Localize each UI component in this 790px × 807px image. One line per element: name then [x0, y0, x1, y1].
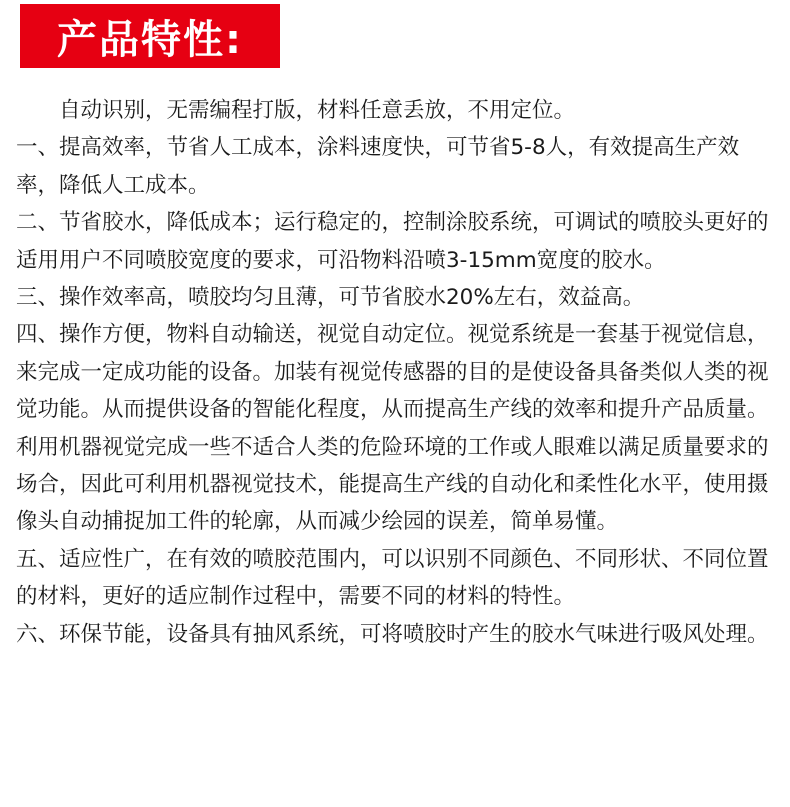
feature-paragraph-5: 五、适应性广，在有效的喷胶范围内，可以识别不同颜色、不同形状、不同位置的材料，更好的适应制作过程中，需要不同的材料的特性。: [16, 546, 769, 610]
feature-text-body: [16, 92, 776, 653]
feature-paragraph-1: 一、提高效率，节省人工成本，涂料速度快，可节省5-8人，有效提高生产效率，降低人工成本。: [16, 135, 740, 198]
feature-paragraph-2: 二、节省胶水，降低成本；运行稳定的，控制涂胶系统，可调试的喷胶头更好的适用用户不同喷胶宽度的要求，可沿物料沿喷3-15mm宽度的胶水。: [16, 210, 769, 273]
page-title: 产品特性:: [57, 16, 243, 63]
feature-paragraph-4: 四、操作方便，物料自动输送，视觉自动定位。视觉系统是一套基于视觉信息，来完成一定成功能的设备。加装有视觉传感器的目的是使设备具备类似人类的视觉功能。从而提供设备的智能化程度，从而提高生产线的效率和提升产品质量。利用机器视觉完成一些不适合人类的危险环境的工作或人眼难以满足质量要求的场合，因此可利用机器视觉技术，能提高生产线的自动化和柔性化水平，使用摄像头自动捕捉加工件的轮廓，从而减少绘园的误差，简单易懂。: [16, 322, 769, 535]
title-banner: [20, 4, 280, 68]
feature-paragraph-6: 六、环保节能，设备具有抽风系统，可将喷胶时产生的胶水气味进行吸风处理。: [16, 621, 769, 647]
feature-paragraph-3: 三、操作效率高，喷胶均匀且薄，可节省胶水20%左右，效益高。: [16, 285, 645, 311]
intro-paragraph: 自动识别，无需编程打版，材料任意丢放，不用定位。: [59, 98, 576, 123]
